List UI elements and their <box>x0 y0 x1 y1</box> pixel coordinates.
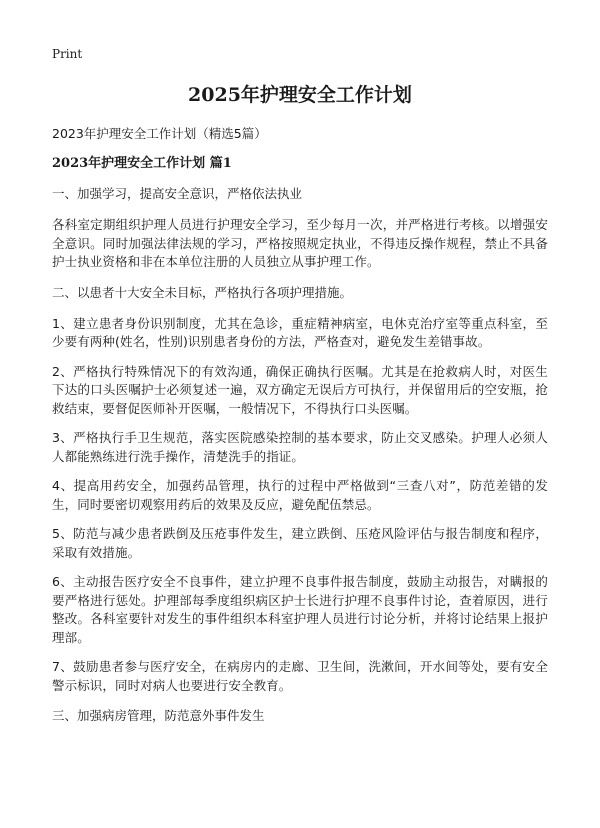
paragraph-item-5: 5、防范与减少患者跌倒及压疮事件发生，建立跌倒、压疮风险评估与报告制度和程序，采取有效措施。 <box>52 526 548 560</box>
paragraph-item-1: 1、建立患者身份识别制度，尤其在急诊，重症精神病室，电休克治疗室等重点科室，至少要有两种(姓名，性别)识别患者身份的方法，严格查对，避免发生差错事故。 <box>52 315 548 349</box>
paragraph-item-7: 7、鼓励患者参与医疗安全，在病房内的走廊、卫生间，洗漱间，开水间等处，要有安全警示标识，同时对病人也要进行安全教育。 <box>52 659 548 693</box>
section-title: 2023年护理安全工作计划 篇1 <box>52 156 232 171</box>
document-subtitle: 2023年护理安全工作计划（精选5篇） <box>52 126 267 141</box>
paragraph-item-6: 6、主动报告医疗安全不良事件，建立护理不良事件报告制度，鼓励主动报告，对瞒报的要严格进行惩处。护理部每季度组织病区护士长进行护理不良事件讨论，查着原因，进行整改。各科室要针对发生的事件组织本科室护理人员进行讨论分析，并将讨论结果上报护理部。 <box>52 574 548 645</box>
print-link[interactable]: Print <box>52 47 83 61</box>
heading-3: 三、加强病房管理，防范意外事件发生 <box>52 708 265 723</box>
paragraph-1: 各科室定期组织护理人员进行护理安全学习，至少每月一次，并严格进行考核。以增强安全意识。同时加强法律法规的学习，严格按照规定执业，不得违反操作规程，禁止不具备护士执业资格和非在本单位注册的人员独立从事护理工作。 <box>52 217 548 269</box>
document-title: 2025年护理安全工作计划 <box>188 84 412 106</box>
paragraph-item-2: 2、严格执行特殊情况下的有效沟通，确保正确执行医嘱。尤其是在抢救病人时，对医生下达的口头医嘱护士必须复述一遍，双方确定无误后方可执行，并保留用后的空安瓶，抢救结束，要督促医师补开医嘱，一般情况下，不得执行口头医嘱。 <box>52 363 548 416</box>
paragraph-item-4: 4、提高用药安全，加强药品管理，执行的过程中严格做到“三查八对”，防范差错的发生，同时要密切观察用药后的效果及反应，避免配伍禁忌。 <box>52 478 548 512</box>
heading-1: 一、加强学习，提高安全意识，严格依法执业 <box>52 186 303 201</box>
paragraph-item-3: 3、严格执行手卫生规范，落实医院感染控制的基本要求，防止交叉感染。护理人必须人人都能熟练进行洗手操作，清楚洗手的指证。 <box>52 430 548 464</box>
heading-2: 二、以患者十大安全未目标，严格执行各项护理措施。 <box>52 284 353 300</box>
